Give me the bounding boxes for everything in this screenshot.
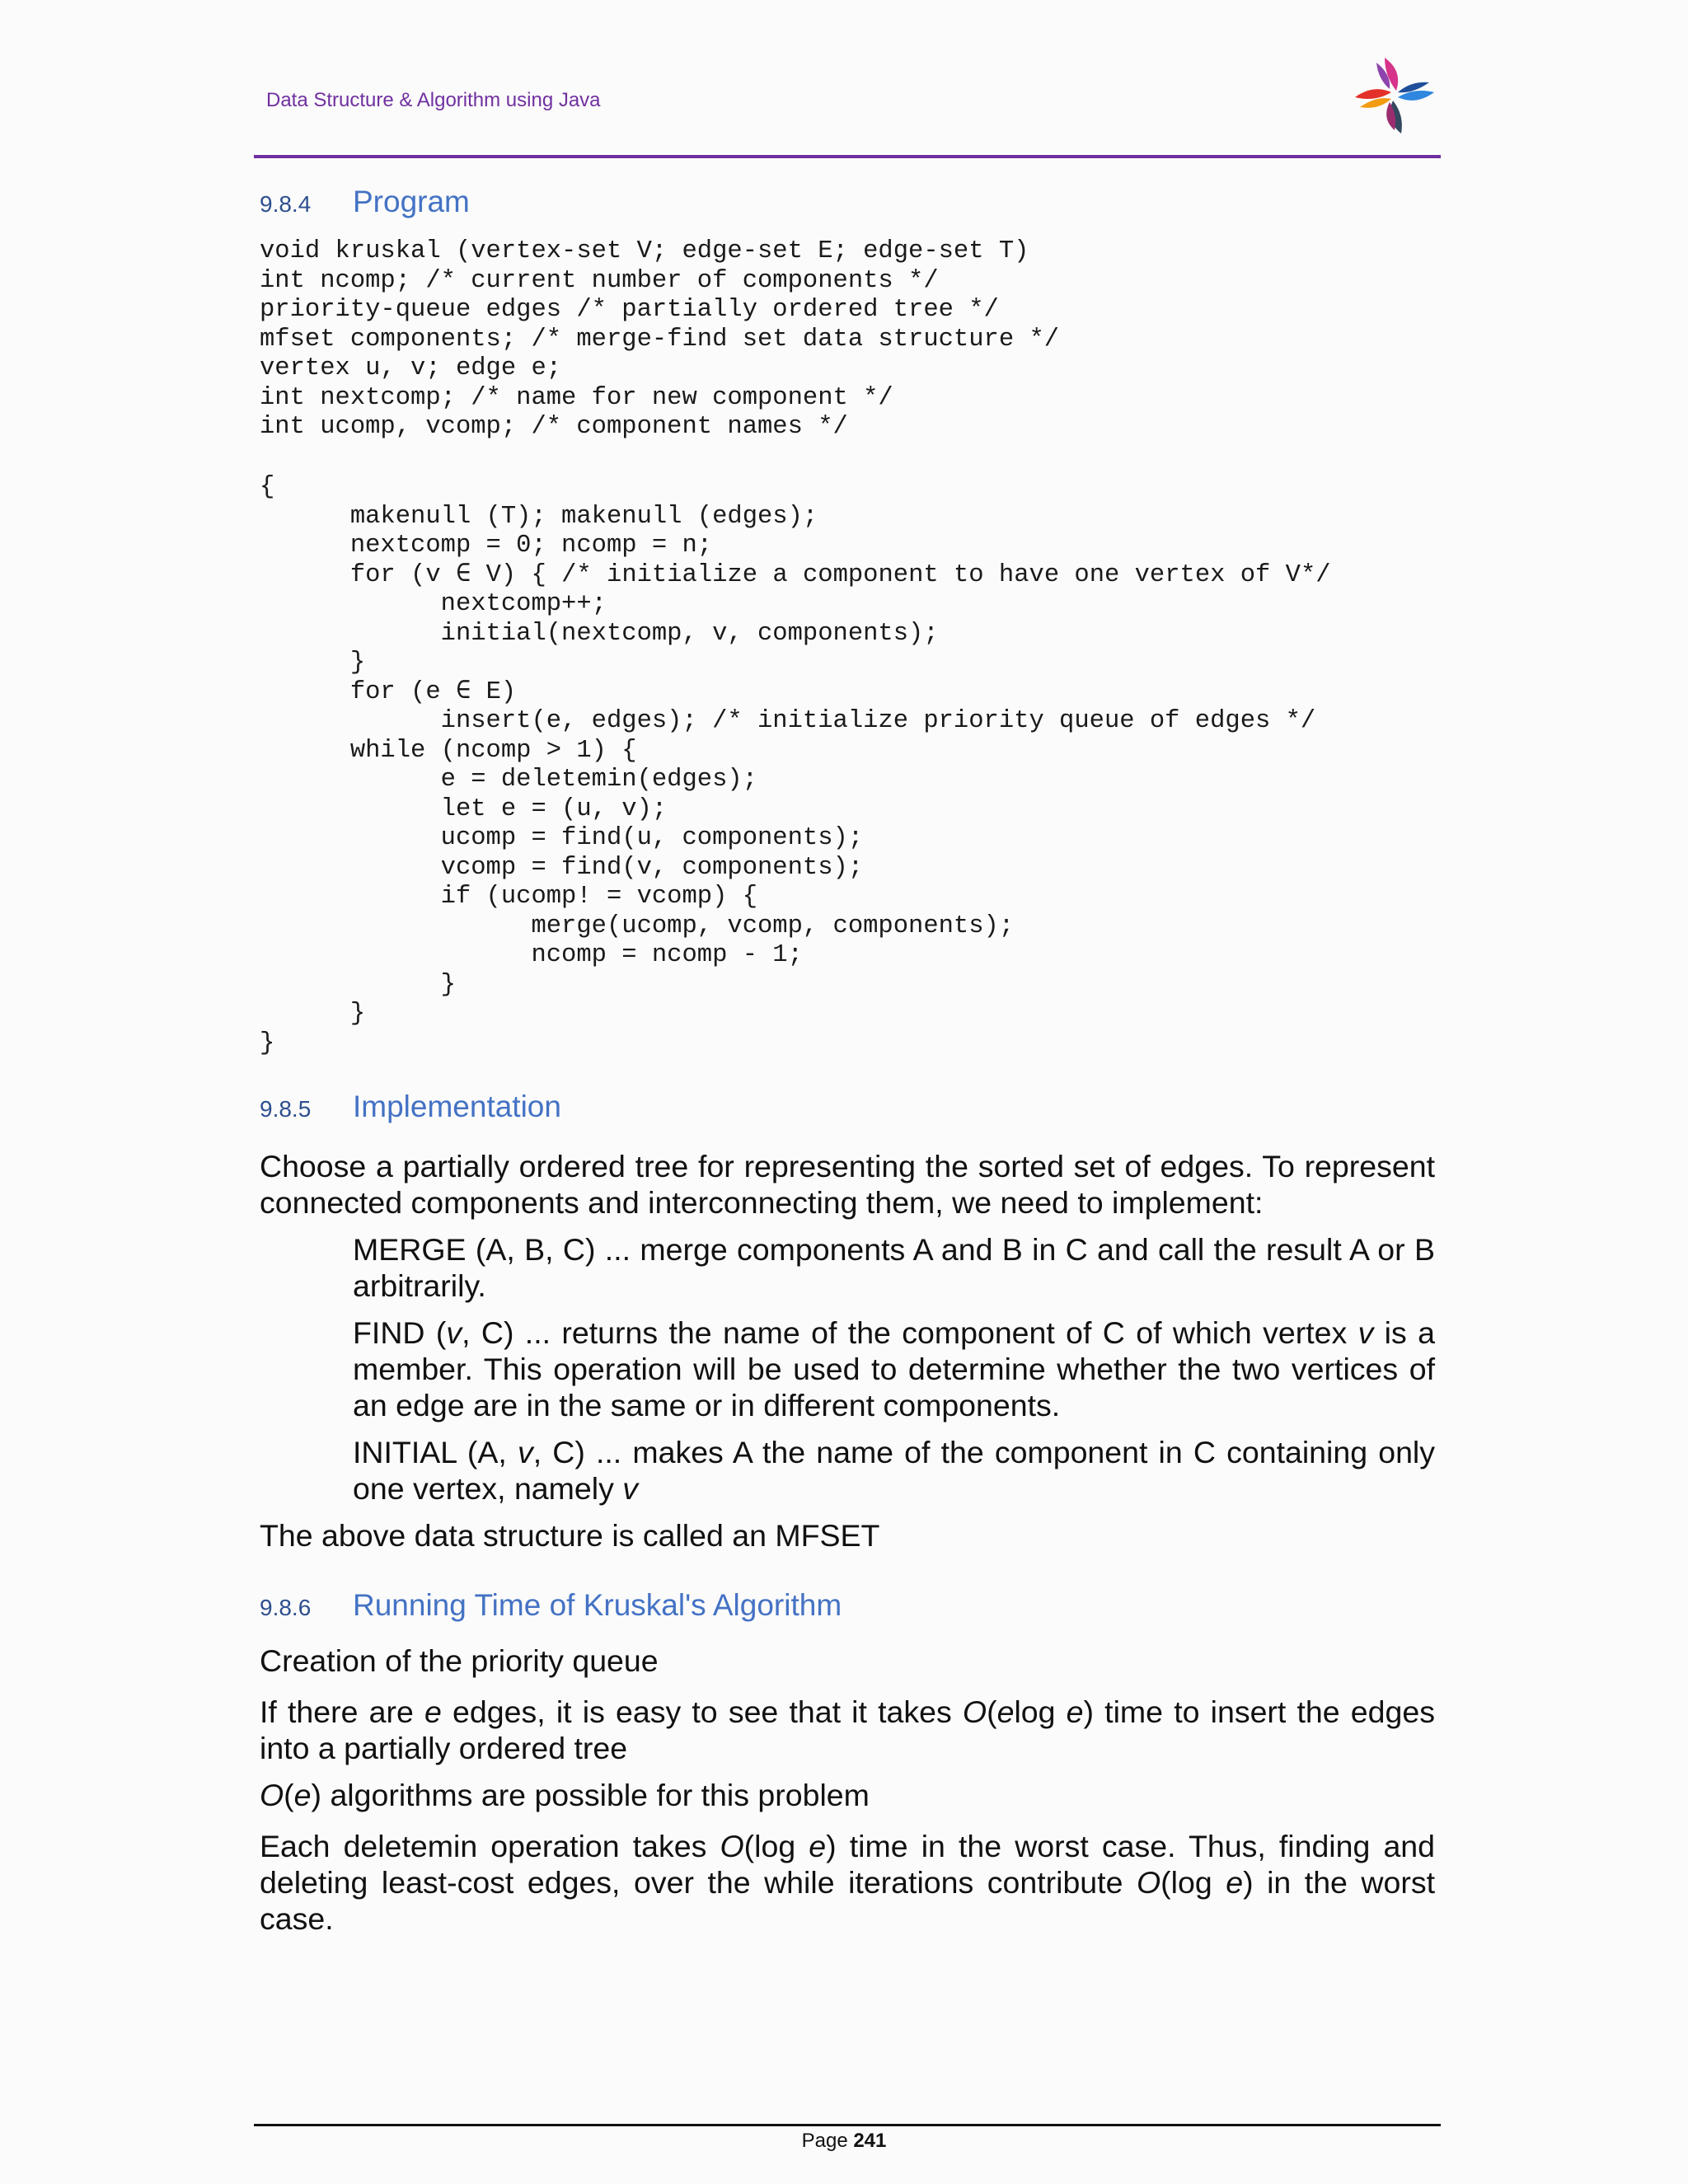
footer-divider (254, 2124, 1441, 2126)
section-title: Implementation (353, 1090, 561, 1123)
code-line: initial(nextcomp, v, components); (260, 619, 939, 648)
code-line: mfset components; /* merge-find set data structure */ (260, 325, 1060, 354)
merge-description: MERGE (A, B, C) ... merge components A and B in C and call the result A or B arbitrarily. (353, 1232, 1435, 1303)
code-line: for (e ∈ E) (260, 677, 517, 706)
page-number: 241 (853, 2130, 887, 2152)
code-line: { (260, 473, 275, 501)
section-heading-running-time (260, 1588, 842, 1623)
page-footer (0, 2130, 1688, 2153)
logo-blade-orange (1360, 98, 1391, 108)
code-line: int nextcomp; /* name for new component */ (260, 383, 893, 412)
code-body (260, 473, 1331, 1058)
code-line: int ucomp, vcomp; /* component names */ (260, 413, 848, 441)
code-line: if (ucomp! = vcomp) { (260, 883, 757, 911)
code-line: void kruskal (vertex-set V; edge-set E; edge-set T) (260, 237, 1029, 265)
code-line: ncomp = ncomp - 1; (260, 941, 803, 969)
header-title: Data Structure & Algorithm using Java (266, 89, 601, 111)
code-line: nextcomp = 0; ncomp = n; (260, 532, 713, 560)
code-line: insert(e, edges); /* initialize priority queue of edges */ (260, 707, 1316, 735)
code-line: for (v ∈ V) { /* initialize a component to have one vertex of V*/ (260, 560, 1331, 589)
code-line: nextcomp++; (260, 590, 607, 618)
section-heading-program (260, 185, 470, 219)
implementation-intro: Choose a partially ordered tree for representing the sorted set of edges. To represent connected components and interconnecting them, we need to implement: (260, 1149, 1435, 1220)
code-line: ucomp = find(u, components); (260, 824, 864, 852)
code-line: } (260, 1029, 275, 1057)
header-divider (254, 155, 1441, 158)
code-line: makenull (T); makenull (edges); (260, 502, 818, 531)
initial-description: INITIAL (A, v, C) ... makes A the name of the component in C containing only one vertex, namely v (353, 1435, 1436, 1506)
section-title: Running Time of Kruskal's Algorithm (353, 1588, 842, 1622)
section-number: 9.8.5 (260, 1096, 312, 1122)
page-label: Page (801, 2130, 854, 2152)
code-declarations (260, 237, 1059, 443)
logo-blades (1355, 58, 1434, 134)
insert-edges-paragraph: If there are e edges, it is easy to see that it takes O(elog e) time to insert the edges into a partially ordered tree (260, 1694, 1435, 1765)
code-line: int ncomp; /* current number of components */ (260, 266, 939, 295)
find-description: FIND (v, C) ... returns the name of the component of C of which vertex v is a member. This operation will be used to determine whether the two vertices of an edge are in the same or in different components. (353, 1315, 1435, 1422)
section-number: 9.8.6 (260, 1595, 312, 1620)
mfset-note: The above data structure is called an MFSET (260, 1518, 880, 1553)
code-line: merge(ucomp, vcomp, components); (260, 912, 1015, 940)
section-heading-implementation (260, 1090, 561, 1124)
code-line: vcomp = find(v, components); (260, 853, 864, 882)
linear-algorithms-note: O(e) algorithms are possible for this problem (260, 1778, 870, 1812)
code-line: } (260, 1000, 366, 1028)
code-line: while (ncomp > 1) { (260, 736, 637, 765)
deletemin-paragraph: Each deletemin operation takes O(log e) time in the worst case. Thus, finding and deleting least-cost edges, over the while iterations contribute O(log e) in the worst case. (260, 1829, 1436, 1936)
code-line: vertex u, v; edge e; (260, 354, 562, 382)
code-line: e = deletemin(edges); (260, 766, 757, 794)
code-line: } (260, 970, 456, 999)
logo-blade-red (1355, 89, 1391, 99)
section-number: 9.8.4 (260, 191, 312, 217)
code-line: priority-queue edges /* partially ordered tree */ (260, 296, 999, 324)
code-line: let e = (u, v); (260, 794, 668, 823)
code-line: } (260, 649, 366, 677)
priority-queue-creation: Creation of the priority queue (260, 1643, 659, 1678)
pinwheel-logo-icon (1348, 54, 1441, 137)
section-title: Program (353, 185, 470, 218)
